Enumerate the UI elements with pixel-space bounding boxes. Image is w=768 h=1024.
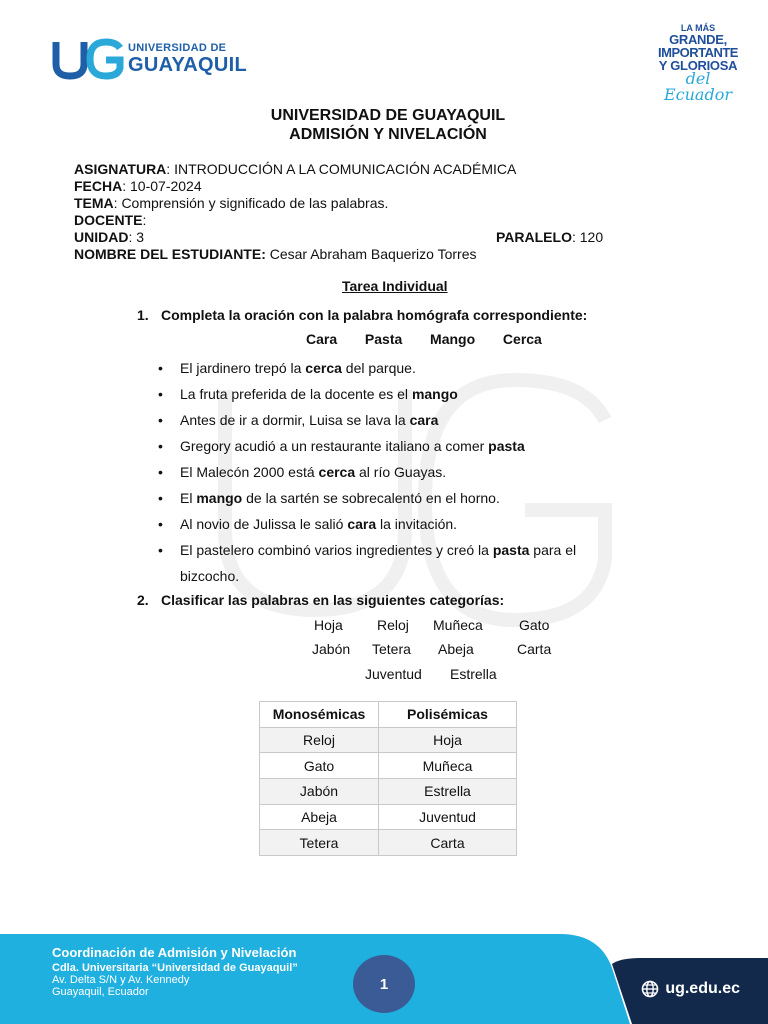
slogan-line-1: LA MÁS bbox=[680, 23, 716, 33]
word-tetera: Tetera bbox=[372, 641, 411, 657]
word-jabon: Jabón bbox=[312, 641, 351, 657]
paralelo-value: : 120 bbox=[571, 229, 604, 245]
page-number: 1 bbox=[353, 955, 415, 1013]
table-cell: Reloj bbox=[260, 727, 379, 753]
table-cell: Jabón bbox=[260, 779, 379, 805]
info-estudiante bbox=[74, 246, 634, 263]
table-header-row bbox=[260, 702, 517, 728]
list-item: • El mango de la sartén se sobrecalentó en el horno. bbox=[158, 485, 628, 511]
ug-logo-icon bbox=[52, 38, 124, 80]
list-item: • El pastelero combinó varios ingredientes y creó la pasta para el bizcocho. bbox=[158, 537, 628, 589]
logo-line-2: GUAYAQUIL bbox=[128, 54, 248, 76]
table-row bbox=[260, 830, 517, 856]
footer-line-4: Guayaquil, Ecuador bbox=[52, 986, 149, 999]
info-paralelo bbox=[496, 229, 603, 245]
table-cell: Tetera bbox=[260, 830, 379, 856]
table-cell: Estrella bbox=[379, 779, 517, 805]
list-item: • El Malecón 2000 está cerca al río Guayas. bbox=[158, 459, 628, 485]
list-item: • Gregory acudió a un restaurante italiano a comer pasta bbox=[158, 433, 628, 459]
table-row bbox=[260, 804, 517, 830]
classification-table bbox=[259, 701, 517, 856]
footer-line-1: Coordinación de Admisión y Nivelación bbox=[52, 945, 297, 960]
list-item: • Antes de ir a dormir, Luisa se lava la cara bbox=[158, 407, 628, 433]
globe-icon bbox=[641, 980, 659, 998]
header-polisemicas: Polisémicas bbox=[379, 702, 517, 728]
question-1-text: Completa la oración con la palabra homógrafa correspondiente: bbox=[161, 307, 588, 323]
table-cell: Muñeca bbox=[379, 753, 517, 779]
university-logo bbox=[52, 38, 247, 80]
word-hoja: Hoja bbox=[314, 617, 343, 633]
slogan-line-4: Y GLORIOSA bbox=[658, 58, 738, 73]
sentence-list bbox=[158, 355, 628, 589]
table-cell: Gato bbox=[260, 753, 379, 779]
asignatura-label: ASIGNATURA bbox=[74, 161, 167, 177]
word-abeja: Abeja bbox=[438, 641, 474, 657]
asignatura-value: : INTRODUCCIÓN A LA COMUNICACIÓN ACADÉMICA bbox=[166, 161, 517, 177]
slogan-line-3: IMPORTANTE bbox=[658, 45, 738, 60]
word-juventud: Juventud bbox=[365, 666, 422, 682]
website-link[interactable] bbox=[641, 980, 740, 998]
fecha-label: FECHA bbox=[74, 178, 123, 194]
info-docente bbox=[74, 212, 634, 229]
docente-label: DOCENTE bbox=[74, 212, 143, 228]
question-2-number: 2. bbox=[137, 592, 149, 608]
table-cell: Juventud bbox=[379, 804, 517, 830]
footer-line-3: Av. Delta S/N y Av. Kennedy bbox=[52, 974, 190, 987]
table-row bbox=[260, 779, 517, 805]
table-cell: Carta bbox=[379, 830, 517, 856]
footer-line-2: Cdla. Universitaria “Universidad de Guayaquil” bbox=[52, 962, 298, 975]
slogan-line-2: GRANDE, bbox=[669, 32, 727, 47]
word-gato: Gato bbox=[519, 617, 550, 633]
footer-address bbox=[52, 946, 298, 999]
task-title: Tarea Individual bbox=[342, 278, 448, 294]
estudiante-label: NOMBRE DEL ESTUDIANTE: bbox=[74, 246, 266, 262]
homograph-words: Cara Pasta Mango Cerca bbox=[306, 331, 542, 347]
question-2-text: Clasificar las palabras en las siguientes categorías: bbox=[161, 592, 505, 608]
table-cell: Abeja bbox=[260, 804, 379, 830]
question-1 bbox=[137, 307, 587, 323]
word-carta: Carta bbox=[517, 641, 552, 657]
page-subtitle: ADMISIÓN Y NIVELACIÓN bbox=[289, 126, 487, 143]
word-reloj: Reloj bbox=[377, 617, 409, 633]
slogan-logo bbox=[656, 24, 740, 103]
fecha-value: : 10-07-2024 bbox=[122, 178, 202, 194]
tema-label: TEMA bbox=[74, 195, 114, 211]
info-tema bbox=[74, 195, 634, 212]
unidad-label: UNIDAD bbox=[74, 229, 129, 245]
header-monosemicas: Monosémicas bbox=[260, 702, 379, 728]
table-row bbox=[260, 727, 517, 753]
word-muneca: Muñeca bbox=[433, 617, 483, 633]
word-estrella: Estrella bbox=[450, 666, 497, 682]
unidad-value: : 3 bbox=[128, 229, 145, 245]
question-2 bbox=[137, 592, 504, 608]
paralelo-label: PARALELO bbox=[496, 229, 572, 245]
question-1-number: 1. bbox=[137, 307, 149, 323]
info-asignatura bbox=[74, 161, 634, 178]
docente-value: : bbox=[142, 212, 147, 228]
table-cell: Hoja bbox=[379, 727, 517, 753]
info-fecha bbox=[74, 178, 634, 195]
slogan-line-5: del Ecuador bbox=[663, 69, 732, 104]
page-title: UNIVERSIDAD DE GUAYAQUIL bbox=[270, 107, 506, 124]
estudiante-value: Cesar Abraham Baquerizo Torres bbox=[265, 246, 477, 262]
table-row bbox=[260, 753, 517, 779]
list-item: • La fruta preferida de la docente es el mango bbox=[158, 381, 628, 407]
website-text: ug.edu.ec bbox=[665, 980, 740, 997]
list-item: • Al novio de Julissa le salió cara la invitación. bbox=[158, 511, 628, 537]
tema-value: : Comprensión y significado de las palabras. bbox=[113, 195, 389, 211]
list-item: • El jardinero trepó la cerca del parque. bbox=[158, 355, 628, 381]
logo-line-1: UNIVERSIDAD DE bbox=[128, 42, 227, 54]
